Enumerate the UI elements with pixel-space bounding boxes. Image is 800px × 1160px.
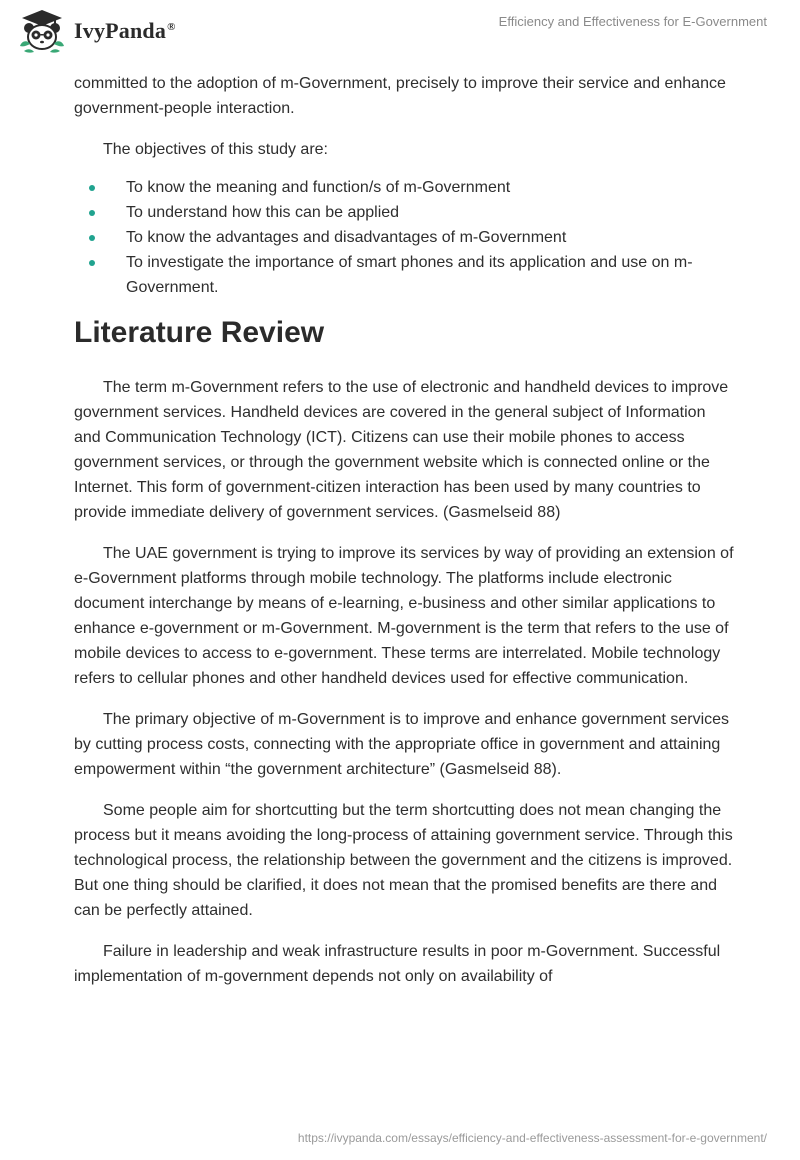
paragraph: Some people aim for shortcutting but the term shortcutting does not mean changing the process but it means avoiding the long-process of attaining government service. Through this technological process, the relationship between the government and the citizens is improved. But one thing should be clarified, it does not mean that the promised benefits are there and can be perfectly attained. — [74, 802, 733, 919]
paragraph: The term m-Government refers to the use of electronic and handheld devices to improve government services. Handheld devices are covered in the general subject of Information and Communication Technology (ICT). Citizens can use their mobile phones to access government services, or through the government website which is connected online or the Internet. This form of government-citizen interaction has been used by many countries to provide immediate delivery of government services. (Gasmelseid 88) — [74, 379, 729, 521]
bullet-icon — [89, 185, 95, 191]
section-heading: Literature Review — [74, 316, 325, 349]
objectives-lead: The objectives of this study are: — [103, 141, 328, 158]
page-header — [0, 0, 800, 64]
paragraph: The primary objective of m-Government is to improve and enhance government services by cutting process costs, connecting with the appropriate office in government and attaining empowerment within “the government architecture” (Gasmelseid 88). — [74, 711, 730, 778]
paragraph: The UAE government is trying to improve its services by way of providing an extension of e-Government platforms through mobile technology. The platforms include electronic document interchange by means of e-learning, e-business and other similar applications to enhance e-government or m-Government. M-government is the term that refers to the use of mobile devices to access to e-government. These terms are interrelated. Mobile technology refers to cellular phones and other handheld devices used for effective communication. — [74, 545, 734, 687]
list-item: To understand how this can be applied — [74, 200, 734, 225]
panda-graduate-icon — [16, 8, 68, 54]
bullet-icon — [89, 260, 95, 266]
bullet-icon — [89, 210, 95, 216]
list-item: To investigate the importance of smart phones and its application and use on m-Government. — [74, 250, 734, 300]
paragraph: Failure in leadership and weak infrastructure results in poor m-Government. Successful implementation of m-government depends not only on availability of — [74, 943, 721, 985]
ivypanda-logo[interactable] — [16, 8, 176, 54]
bullet-icon — [89, 235, 95, 241]
source-url[interactable]: https://ivypanda.com/essays/efficiency-and-effectiveness-assessment-for-e-government/ — [297, 1131, 767, 1145]
registered-mark: ® — [167, 20, 176, 33]
intro-continuation: committed to the adoption of m-Government, precisely to improve their service and enhance government-people interaction. — [74, 75, 726, 117]
list-item: To know the meaning and function/s of m-Government — [74, 175, 734, 200]
brand-name: IvyPanda® — [74, 18, 176, 43]
objectives-list — [74, 175, 734, 300]
essay-content — [74, 71, 734, 1005]
document-title: Efficiency and Effectiveness for E-Government — [498, 14, 767, 29]
list-item: To know the advantages and disadvantages of m-Government — [74, 225, 734, 250]
